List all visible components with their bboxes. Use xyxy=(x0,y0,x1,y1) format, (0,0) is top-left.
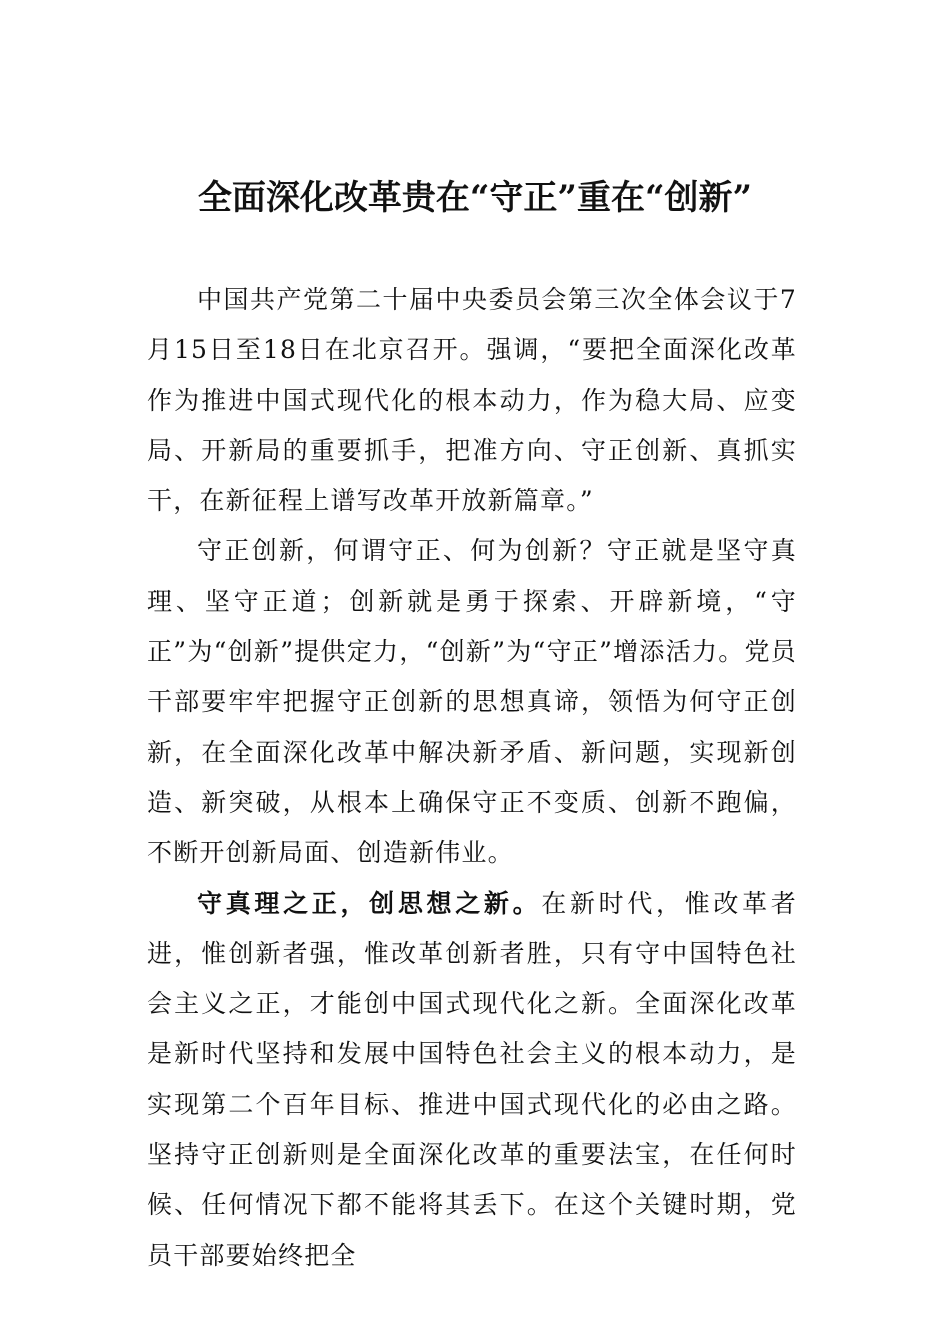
paragraph-text: 中国共产党第二十届中央委员会第三次全体会议于7月15日至18日在北京召开。强调，“要把全面深化改革作为推进中国式现代化的根本动力，作为稳大局、应变局、开新局的重要抓手，把准方向、守正创新、真抓实干，在新征程上谱写改革开放新篇章。” xyxy=(147,285,797,516)
paragraph-text: 在新时代，惟改革者进，惟创新者强，惟改革创新者胜，只有守中国特色社会主义之正，才能创中国式现代化之新。全面深化改革是新时代坚持和发展中国特色社会主义的根本动力，是实现第二个百年目标、推进中国式现代化的必由之路。坚持守正创新则是全面深化改革的重要法宝，在任何时候、任何情况下都不能将其丢下。在这个关键时期，党员干部要始终把全 xyxy=(147,888,797,1270)
paragraph xyxy=(147,879,797,1281)
document-title: 全面深化改革贵在“守正”重在“创新” xyxy=(197,178,753,218)
paragraph xyxy=(147,526,797,878)
document-body xyxy=(147,275,797,1281)
paragraph-lead: 守真理之正，创思想之新。 xyxy=(197,888,542,918)
paragraph xyxy=(147,275,797,526)
paragraph-text: 守正创新，何谓守正、何为创新？守正就是坚守真理、坚守正道；创新就是勇于探索、开辟新境，“守正”为“创新”提供定力，“创新”为“守正”增添活力。党员干部要牢牢把握守正创新的思想真谛，领悟为何守正创新，在全面深化改革中解决新矛盾、新问题，实现新创造、新突破，从根本上确保守正不变质、创新不跑偏，不断开创新局面、创造新伟业。 xyxy=(147,536,797,868)
